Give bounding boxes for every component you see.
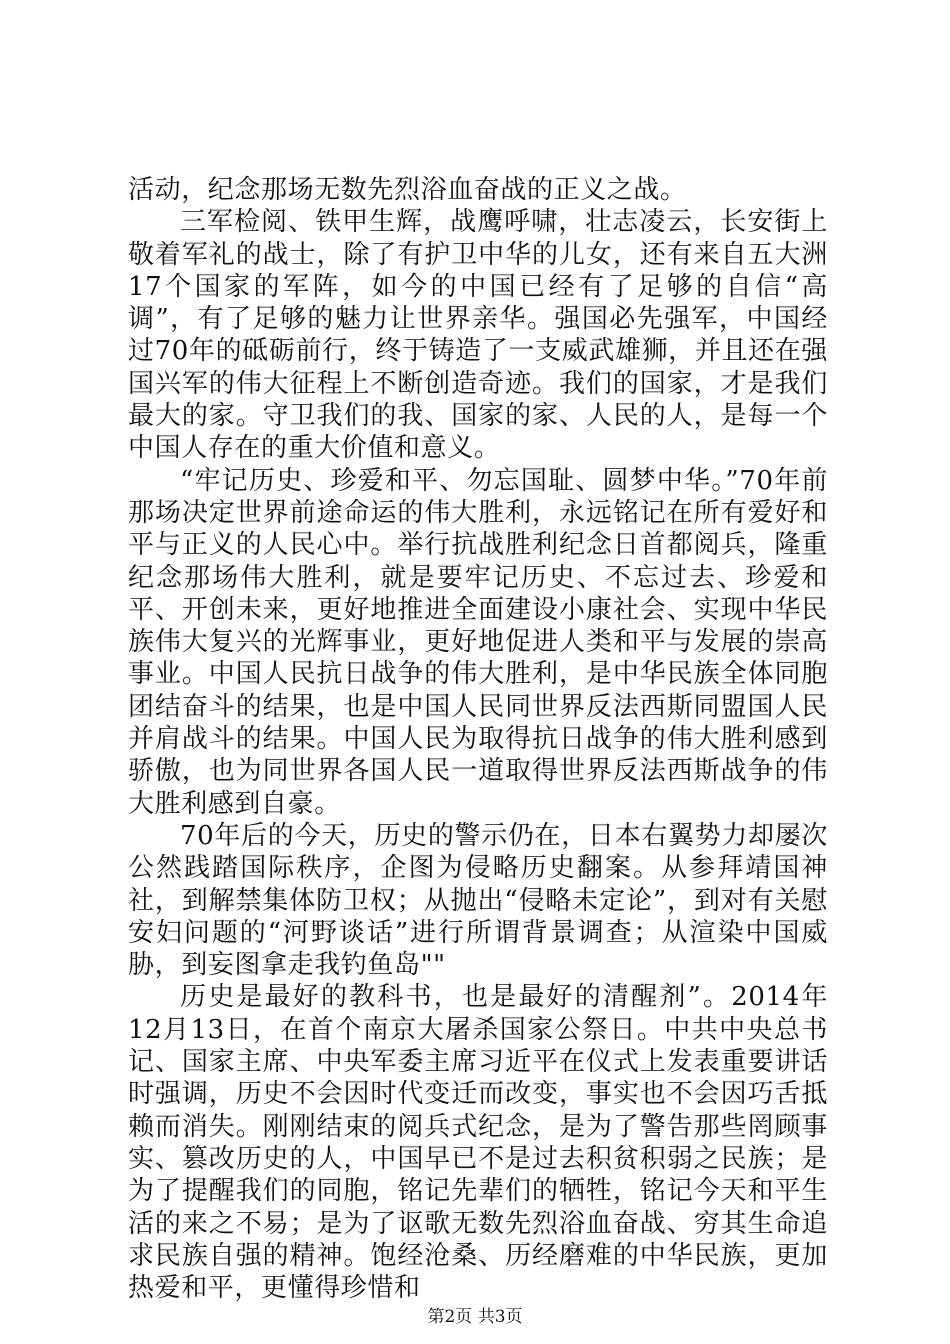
document-body — [128, 174, 828, 1304]
paragraph-2: 三军检阅、铁甲生辉，战鹰呼啸，壮志凌云，长安街上敬着军礼的战士，除了有护卫中华的儿女，还有来自五大洲17个国家的军阵，如今的中国已经有了足够的自信“高调”，有了足够的魅力让世界亲华。强国必先强军，中国经过70年的砥砺前行，终于铸造了一支威武雄狮，并且还在强国兴军的伟大征程上不断创造奇迹。我们的国家，才是我们最大的家。守卫我们的我、国家的家、人民的人，是每一个中国人存在的重大价值和意义。 — [128, 207, 828, 464]
paragraph-4: 70年后的今天，历史的警示仍在，日本右翼势力却屡次公然践踏国际秩序，企图为侵略历史翻案。从参拜靖国神社，到解禁集体防卫权；从抛出“侵略未定论”，到对有关慰安妇问题的“河野谈话”进行所谓背景调查；从渲染中国威胁，到妄图拿走我钓鱼岛"" — [128, 820, 828, 981]
page-number-footer: 第2页 共3页 — [427, 1307, 523, 1327]
paragraph-5: 历史是最好的教科书，也是最好的清醒剂”。2014年12月13日，在首个南京大屠杀国家公祭日。中共中央总书记、国家主席、中央军委主席习近平在仪式上发表重要讲话时强调，历史不会因时代变迁而改变，事实也不会因巧舌抵赖而消失。刚刚结束的阅兵式纪念，是为了警告那些罔顾事实、篡改历史的人，中国早已不是过去积贫积弱之民族；是为了提醒我们的同胞，铭记先辈们的牺牲，铭记今天和平生活的来之不易；是为了讴歌无数先烈浴血奋战、穷其生命追求民族自强的精神。饱经沧桑、历经磨难的中华民族，更加热爱和平，更懂得珍惜和 — [128, 982, 828, 1304]
paragraph-1: 活动，纪念那场无数先烈浴血奋战的正义之战。 — [128, 175, 687, 205]
paragraph-3: “牢记历史、珍爱和平、勿忘国耻、圆梦中华。”70年前那场决定世界前途命运的伟大胜利，永远铭记在所有爱好和平与正义的人民心中。举行抗战胜利纪念日首都阅兵，隆重纪念那场伟大胜利，就是要牢记历史、不忘过去、珍爱和平、开创未来，更好地推进全面建设小康社会、实现中华民族伟大复兴的光辉事业，更好地促进人类和平与发展的崇高事业。中国人民抗日战争的伟大胜利，是中华民族全体同胞团结奋斗的结果，也是中国人民同世界反法西斯同盟国人民并肩战斗的结果。中国人民为取得抗日战争的伟大胜利感到骄傲，也为同世界各国人民一道取得世界反法西斯战争的伟大胜利感到自豪。 — [128, 465, 828, 819]
